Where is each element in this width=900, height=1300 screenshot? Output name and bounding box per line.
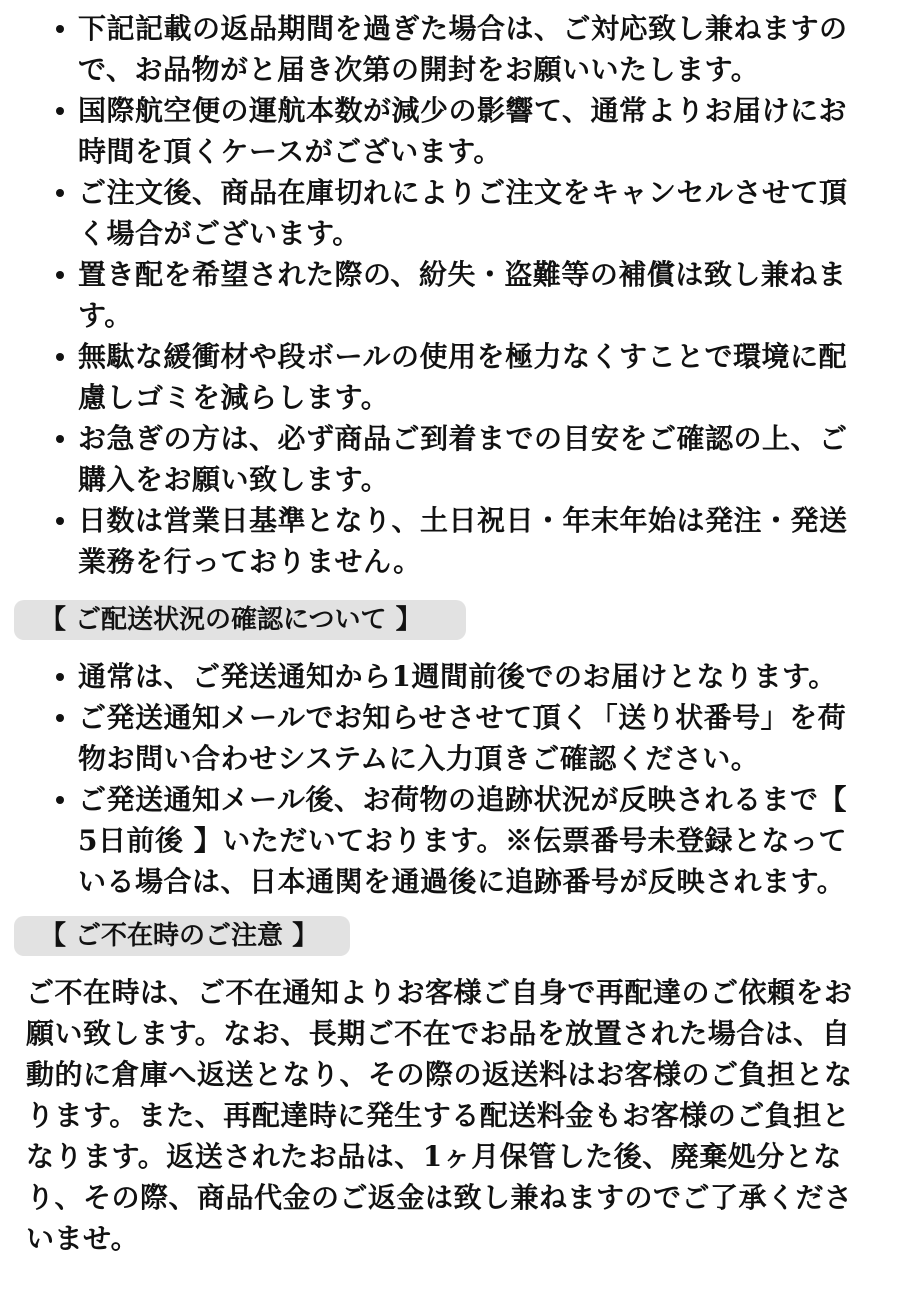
shipping-status-list xyxy=(26,656,874,902)
absence-notice-header: 【 ご不在時のご注意 】 xyxy=(14,916,350,956)
list-item: ご発送通知メールでお知らせさせて頂く「送り状番号」を荷物お問い合わせシステムに入力頂きご確認ください。 xyxy=(78,697,874,779)
list-item: 日数は営業日基準となり、土日祝日・年末年始は発注・発送業務を行っておりません。 xyxy=(78,500,874,582)
list-item: ご発送通知メール後、お荷物の追跡状況が反映されるまで【 5日前後 】いただいております。※伝票番号未登録となっている場合は、日本通関を通過後に追跡番号が反映されます。 xyxy=(78,779,874,902)
list-item: 国際航空便の運航本数が減少の影響て、通常よりお届けにお時間を頂くケースがございます。 xyxy=(78,90,874,172)
shipping-status-header: 【 ご配送状況の確認について 】 xyxy=(14,600,466,640)
general-notes-list xyxy=(26,8,874,582)
list-item: 置き配を希望された際の、紛失・盗難等の補償は致し兼ねます。 xyxy=(78,254,874,336)
list-item: お急ぎの方は、必ず商品ご到着までの目安をご確認の上、ご購入をお願い致します。 xyxy=(78,418,874,500)
list-item: 下記記載の返品期間を過ぎた場合は、ご対応致し兼ねますので、お品物がと届き次第の開封をお願いいたします。 xyxy=(78,8,874,90)
list-item: 通常は、ご発送通知から1週間前後でのお届けとなります。 xyxy=(78,656,874,697)
list-item: 無駄な緩衝材や段ボールの使用を極力なくすことで環境に配慮しゴミを減らします。 xyxy=(78,336,874,418)
absence-notice-body: ご不在時は、ご不在通知よりお客様ご自身で再配達のご依頼をお願い致します。なお、長期ご不在でお品を放置された場合は、自動的に倉庫へ返送となり、その際の返送料はお客様のご負担となります。また、再配達時に発生する配送料金もお客様のご負担となります。返送されたお品は、1ヶ月保管した後、廃棄処分となり、その際、商品代金のご返金は致し兼ねますのでご了承くださいませ。 xyxy=(26,976,853,1255)
list-item: ご注文後、商品在庫切れによりご注文をキャンセルさせて頂く場合がございます。 xyxy=(78,172,874,254)
